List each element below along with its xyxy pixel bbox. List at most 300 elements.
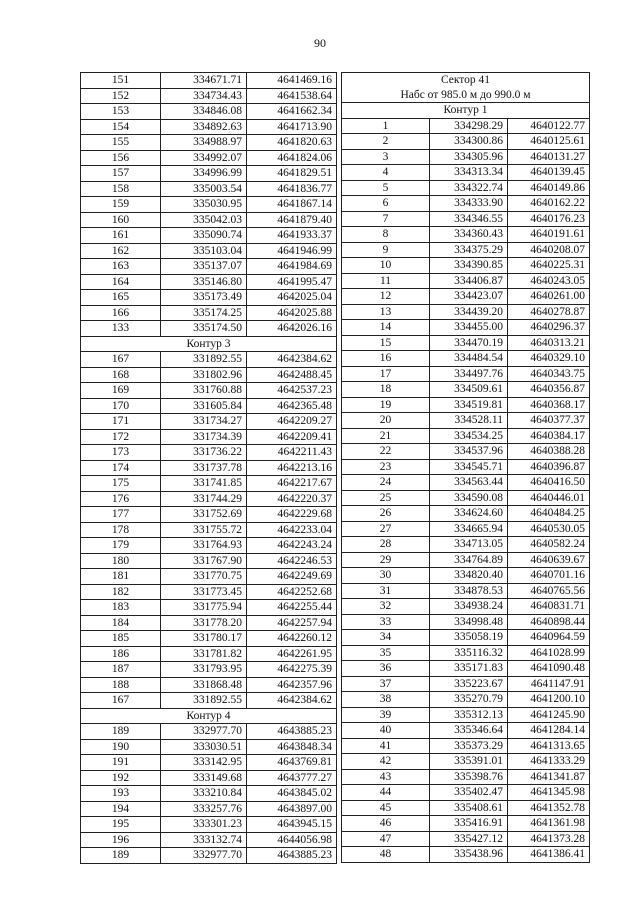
x-coordinate: 335146.80	[161, 274, 247, 290]
table-row	[342, 816, 590, 832]
point-number: 152	[81, 88, 161, 104]
table-row	[81, 305, 337, 321]
table-row	[342, 351, 590, 367]
sector-header-row	[342, 73, 590, 88]
x-coordinate: 335398.76	[430, 769, 508, 785]
point-number: 47	[342, 831, 430, 847]
table-row	[81, 755, 337, 771]
table-row	[81, 693, 337, 709]
point-number: 196	[81, 832, 161, 848]
table-row	[342, 428, 590, 444]
x-coordinate: 334406.87	[430, 273, 508, 289]
point-number: 157	[81, 166, 161, 182]
table-row	[342, 382, 590, 398]
y-coordinate: 4642209.27	[247, 414, 337, 430]
y-coordinate: 4641352.78	[508, 800, 590, 816]
point-number: 13	[342, 304, 430, 320]
table-row	[81, 197, 337, 213]
x-coordinate: 334322.74	[430, 180, 508, 196]
x-coordinate: 334764.89	[430, 552, 508, 568]
x-coordinate: 334665.94	[430, 521, 508, 537]
x-coordinate: 335090.74	[161, 228, 247, 244]
y-coordinate: 4640208.07	[508, 242, 590, 258]
table-row	[342, 723, 590, 739]
point-number: 21	[342, 428, 430, 444]
table-row	[342, 289, 590, 305]
y-coordinate: 4642233.04	[247, 522, 337, 538]
x-coordinate: 331736.22	[161, 445, 247, 461]
y-coordinate: 4642252.68	[247, 584, 337, 600]
y-coordinate: 4640243.05	[508, 273, 590, 289]
y-coordinate: 4641373.28	[508, 831, 590, 847]
table-row	[81, 553, 337, 569]
table-row	[342, 738, 590, 754]
y-coordinate: 4640446.01	[508, 490, 590, 506]
x-coordinate: 333132.74	[161, 832, 247, 848]
x-coordinate: 335003.54	[161, 181, 247, 197]
y-coordinate: 4640831.71	[508, 599, 590, 615]
x-coordinate: 331793.95	[161, 662, 247, 678]
point-number: 19	[342, 397, 430, 413]
x-coordinate: 334313.34	[430, 165, 508, 181]
y-coordinate: 4640765.56	[508, 583, 590, 599]
point-number: 8	[342, 227, 430, 243]
point-number: 23	[342, 459, 430, 475]
x-coordinate: 335116.32	[430, 645, 508, 661]
x-coordinate: 335174.50	[161, 321, 247, 337]
table-row	[81, 817, 337, 833]
x-coordinate: 334624.60	[430, 506, 508, 522]
table-row	[342, 769, 590, 785]
point-number: 175	[81, 476, 161, 492]
point-number: 180	[81, 553, 161, 569]
point-number: 18	[342, 382, 430, 398]
x-coordinate: 334590.08	[430, 490, 508, 506]
x-coordinate: 334333.90	[430, 196, 508, 212]
x-coordinate: 334360.43	[430, 227, 508, 243]
x-coordinate: 333030.51	[161, 739, 247, 755]
y-coordinate: 4642357.96	[247, 677, 337, 693]
y-coordinate: 4643945.15	[247, 817, 337, 833]
table-row	[342, 831, 590, 847]
point-number: 190	[81, 739, 161, 755]
x-coordinate: 331752.69	[161, 507, 247, 523]
table-row	[342, 707, 590, 723]
y-coordinate: 4642384.62	[247, 352, 337, 368]
table-row	[81, 321, 337, 337]
x-coordinate: 331892.55	[161, 693, 247, 709]
table-row	[342, 413, 590, 429]
point-number: 186	[81, 646, 161, 662]
table-row	[342, 537, 590, 553]
x-coordinate: 331773.45	[161, 584, 247, 600]
point-number: 34	[342, 630, 430, 646]
table-row	[342, 630, 590, 646]
point-number: 182	[81, 584, 161, 600]
x-coordinate: 331737.78	[161, 460, 247, 476]
table-row	[81, 352, 337, 368]
x-coordinate: 331802.96	[161, 367, 247, 383]
point-number: 174	[81, 460, 161, 476]
point-number: 184	[81, 615, 161, 631]
y-coordinate: 4641200.10	[508, 692, 590, 708]
table-row	[342, 196, 590, 212]
point-number: 3	[342, 149, 430, 165]
table-row	[81, 848, 337, 864]
y-coordinate: 4640122.77	[508, 118, 590, 134]
y-coordinate: 4640964.59	[508, 630, 590, 646]
table-row	[342, 242, 590, 258]
table-row	[342, 149, 590, 165]
table-row	[342, 568, 590, 584]
table-row	[342, 444, 590, 460]
point-number: 188	[81, 677, 161, 693]
point-number: 31	[342, 583, 430, 599]
table-row	[342, 599, 590, 615]
y-coordinate: 4641345.98	[508, 785, 590, 801]
point-number: 192	[81, 770, 161, 786]
point-number: 26	[342, 506, 430, 522]
table-row	[81, 770, 337, 786]
x-coordinate: 334519.81	[430, 397, 508, 413]
x-coordinate: 334423.07	[430, 289, 508, 305]
x-coordinate: 331775.94	[161, 600, 247, 616]
y-coordinate: 4640416.50	[508, 475, 590, 491]
point-number: 189	[81, 724, 161, 740]
table-row	[342, 614, 590, 630]
point-number: 9	[342, 242, 430, 258]
point-number: 4	[342, 165, 430, 181]
point-number: 163	[81, 259, 161, 275]
table-row	[81, 259, 337, 275]
y-coordinate: 4642243.24	[247, 538, 337, 554]
point-number: 41	[342, 738, 430, 754]
x-coordinate: 331770.75	[161, 569, 247, 585]
y-coordinate: 4642025.04	[247, 290, 337, 306]
y-coordinate: 4640176.23	[508, 211, 590, 227]
y-coordinate: 4643845.02	[247, 786, 337, 802]
table-row	[342, 521, 590, 537]
table-row	[342, 304, 590, 320]
table-row	[342, 459, 590, 475]
point-number: 195	[81, 817, 161, 833]
x-coordinate: 331760.88	[161, 383, 247, 399]
x-coordinate: 334439.20	[430, 304, 508, 320]
x-coordinate: 334820.40	[430, 568, 508, 584]
point-number: 14	[342, 320, 430, 336]
y-coordinate: 4642209.41	[247, 429, 337, 445]
y-coordinate: 4641836.77	[247, 181, 337, 197]
point-number: 170	[81, 398, 161, 414]
table-row	[81, 228, 337, 244]
x-coordinate: 334563.44	[430, 475, 508, 491]
y-coordinate: 4642246.53	[247, 553, 337, 569]
x-coordinate: 331764.93	[161, 538, 247, 554]
y-coordinate: 4642384.62	[247, 693, 337, 709]
point-number: 167	[81, 693, 161, 709]
x-coordinate: 333301.23	[161, 817, 247, 833]
point-number: 179	[81, 538, 161, 554]
y-coordinate: 4640278.87	[508, 304, 590, 320]
x-coordinate: 335171.83	[430, 661, 508, 677]
y-coordinate: 4641147.91	[508, 676, 590, 692]
y-coordinate: 4642211.43	[247, 445, 337, 461]
table-row	[342, 645, 590, 661]
point-number: 164	[81, 274, 161, 290]
table-row	[342, 552, 590, 568]
y-coordinate: 4640639.67	[508, 552, 590, 568]
y-coordinate: 4642229.68	[247, 507, 337, 523]
x-coordinate: 333142.95	[161, 755, 247, 771]
y-coordinate: 4643885.23	[247, 848, 337, 864]
point-number: 176	[81, 491, 161, 507]
point-number: 172	[81, 429, 161, 445]
point-number: 27	[342, 521, 430, 537]
table-row	[342, 320, 590, 336]
table-row	[342, 676, 590, 692]
y-coordinate: 4641386.41	[508, 847, 590, 863]
y-coordinate: 4641824.06	[247, 150, 337, 166]
sector-title: Сектор 41	[342, 73, 590, 88]
x-coordinate: 331734.39	[161, 429, 247, 445]
y-coordinate: 4642213.16	[247, 460, 337, 476]
x-coordinate: 335408.61	[430, 800, 508, 816]
point-number: 187	[81, 662, 161, 678]
y-coordinate: 4640296.37	[508, 320, 590, 336]
table-row	[342, 273, 590, 289]
table-row	[81, 476, 337, 492]
point-number: 162	[81, 243, 161, 259]
point-number: 2	[342, 134, 430, 150]
table-row	[81, 104, 337, 120]
table-row	[81, 243, 337, 259]
y-coordinate: 4643885.23	[247, 724, 337, 740]
table-row	[342, 211, 590, 227]
y-coordinate: 4641829.51	[247, 166, 337, 182]
point-number: 151	[81, 73, 161, 89]
point-number: 178	[81, 522, 161, 538]
x-coordinate: 334300.86	[430, 134, 508, 150]
x-coordinate: 334534.25	[430, 428, 508, 444]
table-row	[81, 631, 337, 647]
table-row	[342, 785, 590, 801]
table-row	[81, 429, 337, 445]
x-coordinate: 335391.01	[430, 754, 508, 770]
x-coordinate: 334846.08	[161, 104, 247, 120]
y-coordinate: 4642257.94	[247, 615, 337, 631]
x-coordinate: 331781.82	[161, 646, 247, 662]
contour-title: Контур 3	[81, 336, 337, 352]
y-coordinate: 4640530.05	[508, 521, 590, 537]
y-coordinate: 4640377.37	[508, 413, 590, 429]
table-row	[342, 258, 590, 274]
x-coordinate: 334528.11	[430, 413, 508, 429]
y-coordinate: 4641879.40	[247, 212, 337, 228]
x-coordinate: 335438.96	[430, 847, 508, 863]
x-coordinate: 334992.07	[161, 150, 247, 166]
point-number: 25	[342, 490, 430, 506]
table-row	[81, 538, 337, 554]
y-coordinate: 4642217.67	[247, 476, 337, 492]
table-row	[81, 73, 337, 89]
y-coordinate: 4642537.23	[247, 383, 337, 399]
point-number: 17	[342, 366, 430, 382]
x-coordinate: 334734.43	[161, 88, 247, 104]
y-coordinate: 4641341.87	[508, 769, 590, 785]
point-number: 154	[81, 119, 161, 135]
point-number: 20	[342, 413, 430, 429]
y-coordinate: 4641995.47	[247, 274, 337, 290]
x-coordinate: 331767.90	[161, 553, 247, 569]
point-number: 48	[342, 847, 430, 863]
point-number: 169	[81, 383, 161, 399]
x-coordinate: 334390.85	[430, 258, 508, 274]
y-coordinate: 4641933.37	[247, 228, 337, 244]
table-row	[81, 274, 337, 290]
x-coordinate: 335373.29	[430, 738, 508, 754]
point-number: 15	[342, 335, 430, 351]
table-row	[81, 522, 337, 538]
y-coordinate: 4641538.64	[247, 88, 337, 104]
table-row	[81, 569, 337, 585]
x-coordinate: 334455.00	[430, 320, 508, 336]
x-coordinate: 335137.07	[161, 259, 247, 275]
point-number: 158	[81, 181, 161, 197]
x-coordinate: 331755.72	[161, 522, 247, 538]
y-coordinate: 4641284.14	[508, 723, 590, 739]
y-coordinate: 4642249.69	[247, 569, 337, 585]
point-number: 39	[342, 707, 430, 723]
x-coordinate: 335030.95	[161, 197, 247, 213]
point-number: 185	[81, 631, 161, 647]
table-row	[81, 383, 337, 399]
y-coordinate: 4640225.31	[508, 258, 590, 274]
y-coordinate: 4642488.45	[247, 367, 337, 383]
point-number: 29	[342, 552, 430, 568]
point-number: 173	[81, 445, 161, 461]
y-coordinate: 4641662.34	[247, 104, 337, 120]
point-number: 6	[342, 196, 430, 212]
point-number: 37	[342, 676, 430, 692]
point-number: 168	[81, 367, 161, 383]
x-coordinate: 335416.91	[430, 816, 508, 832]
x-coordinate: 331741.85	[161, 476, 247, 492]
y-coordinate: 4640701.16	[508, 568, 590, 584]
point-number: 155	[81, 135, 161, 151]
x-coordinate: 335270.79	[430, 692, 508, 708]
y-coordinate: 4641867.14	[247, 197, 337, 213]
x-coordinate: 334892.63	[161, 119, 247, 135]
point-number: 16	[342, 351, 430, 367]
table-row	[342, 661, 590, 677]
contour-title: Контур 4	[81, 708, 337, 724]
table-row	[81, 600, 337, 616]
y-coordinate: 4641713.90	[247, 119, 337, 135]
y-coordinate: 4642275.39	[247, 662, 337, 678]
point-number: 160	[81, 212, 161, 228]
x-coordinate: 331778.20	[161, 615, 247, 631]
point-number: 7	[342, 211, 430, 227]
y-coordinate: 4640484.25	[508, 506, 590, 522]
point-number: 156	[81, 150, 161, 166]
point-number: 10	[342, 258, 430, 274]
y-coordinate: 4640261.00	[508, 289, 590, 305]
x-coordinate: 335402.47	[430, 785, 508, 801]
point-number: 193	[81, 786, 161, 802]
table-row	[81, 119, 337, 135]
table-row	[342, 134, 590, 150]
point-number: 159	[81, 197, 161, 213]
point-number: 133	[81, 321, 161, 337]
y-coordinate: 4643848.34	[247, 739, 337, 755]
x-coordinate: 332977.70	[161, 848, 247, 864]
x-coordinate: 333149.68	[161, 770, 247, 786]
table-row	[342, 800, 590, 816]
x-coordinate: 334375.29	[430, 242, 508, 258]
table-row	[81, 135, 337, 151]
y-coordinate: 4643897.00	[247, 801, 337, 817]
point-number: 36	[342, 661, 430, 677]
y-coordinate: 4640162.22	[508, 196, 590, 212]
table-row	[81, 398, 337, 414]
point-number: 166	[81, 305, 161, 321]
point-number: 189	[81, 848, 161, 864]
table-row	[342, 583, 590, 599]
y-coordinate: 4641245.90	[508, 707, 590, 723]
y-coordinate: 4640329.10	[508, 351, 590, 367]
table-row	[81, 584, 337, 600]
y-coordinate: 4641361.98	[508, 816, 590, 832]
x-coordinate: 331734.27	[161, 414, 247, 430]
page-number: 90	[314, 36, 326, 50]
y-coordinate: 4640356.87	[508, 382, 590, 398]
x-coordinate: 334998.48	[430, 614, 508, 630]
table-row	[81, 724, 337, 740]
table-row	[81, 507, 337, 523]
table-row	[342, 754, 590, 770]
y-coordinate: 4640191.61	[508, 227, 590, 243]
point-number: 40	[342, 723, 430, 739]
y-coordinate: 4640149.86	[508, 180, 590, 196]
x-coordinate: 334996.99	[161, 166, 247, 182]
x-coordinate: 334509.61	[430, 382, 508, 398]
point-number: 32	[342, 599, 430, 615]
table-row	[81, 88, 337, 104]
table-row	[342, 490, 590, 506]
table-row	[81, 150, 337, 166]
contour-title: Контур 1	[342, 103, 590, 119]
table-row	[342, 180, 590, 196]
x-coordinate: 334878.53	[430, 583, 508, 599]
y-coordinate: 4640582.24	[508, 537, 590, 553]
y-coordinate: 4640131.27	[508, 149, 590, 165]
point-number: 12	[342, 289, 430, 305]
x-coordinate: 331892.55	[161, 352, 247, 368]
table-row	[342, 692, 590, 708]
point-number: 165	[81, 290, 161, 306]
table-row	[81, 739, 337, 755]
table-row	[81, 212, 337, 228]
table-row	[81, 181, 337, 197]
point-number: 183	[81, 600, 161, 616]
table-row	[81, 801, 337, 817]
y-coordinate: 4644056.98	[247, 832, 337, 848]
x-coordinate: 334938.24	[430, 599, 508, 615]
y-coordinate: 4640396.87	[508, 459, 590, 475]
table-row	[342, 397, 590, 413]
table-row	[81, 646, 337, 662]
point-number: 177	[81, 507, 161, 523]
